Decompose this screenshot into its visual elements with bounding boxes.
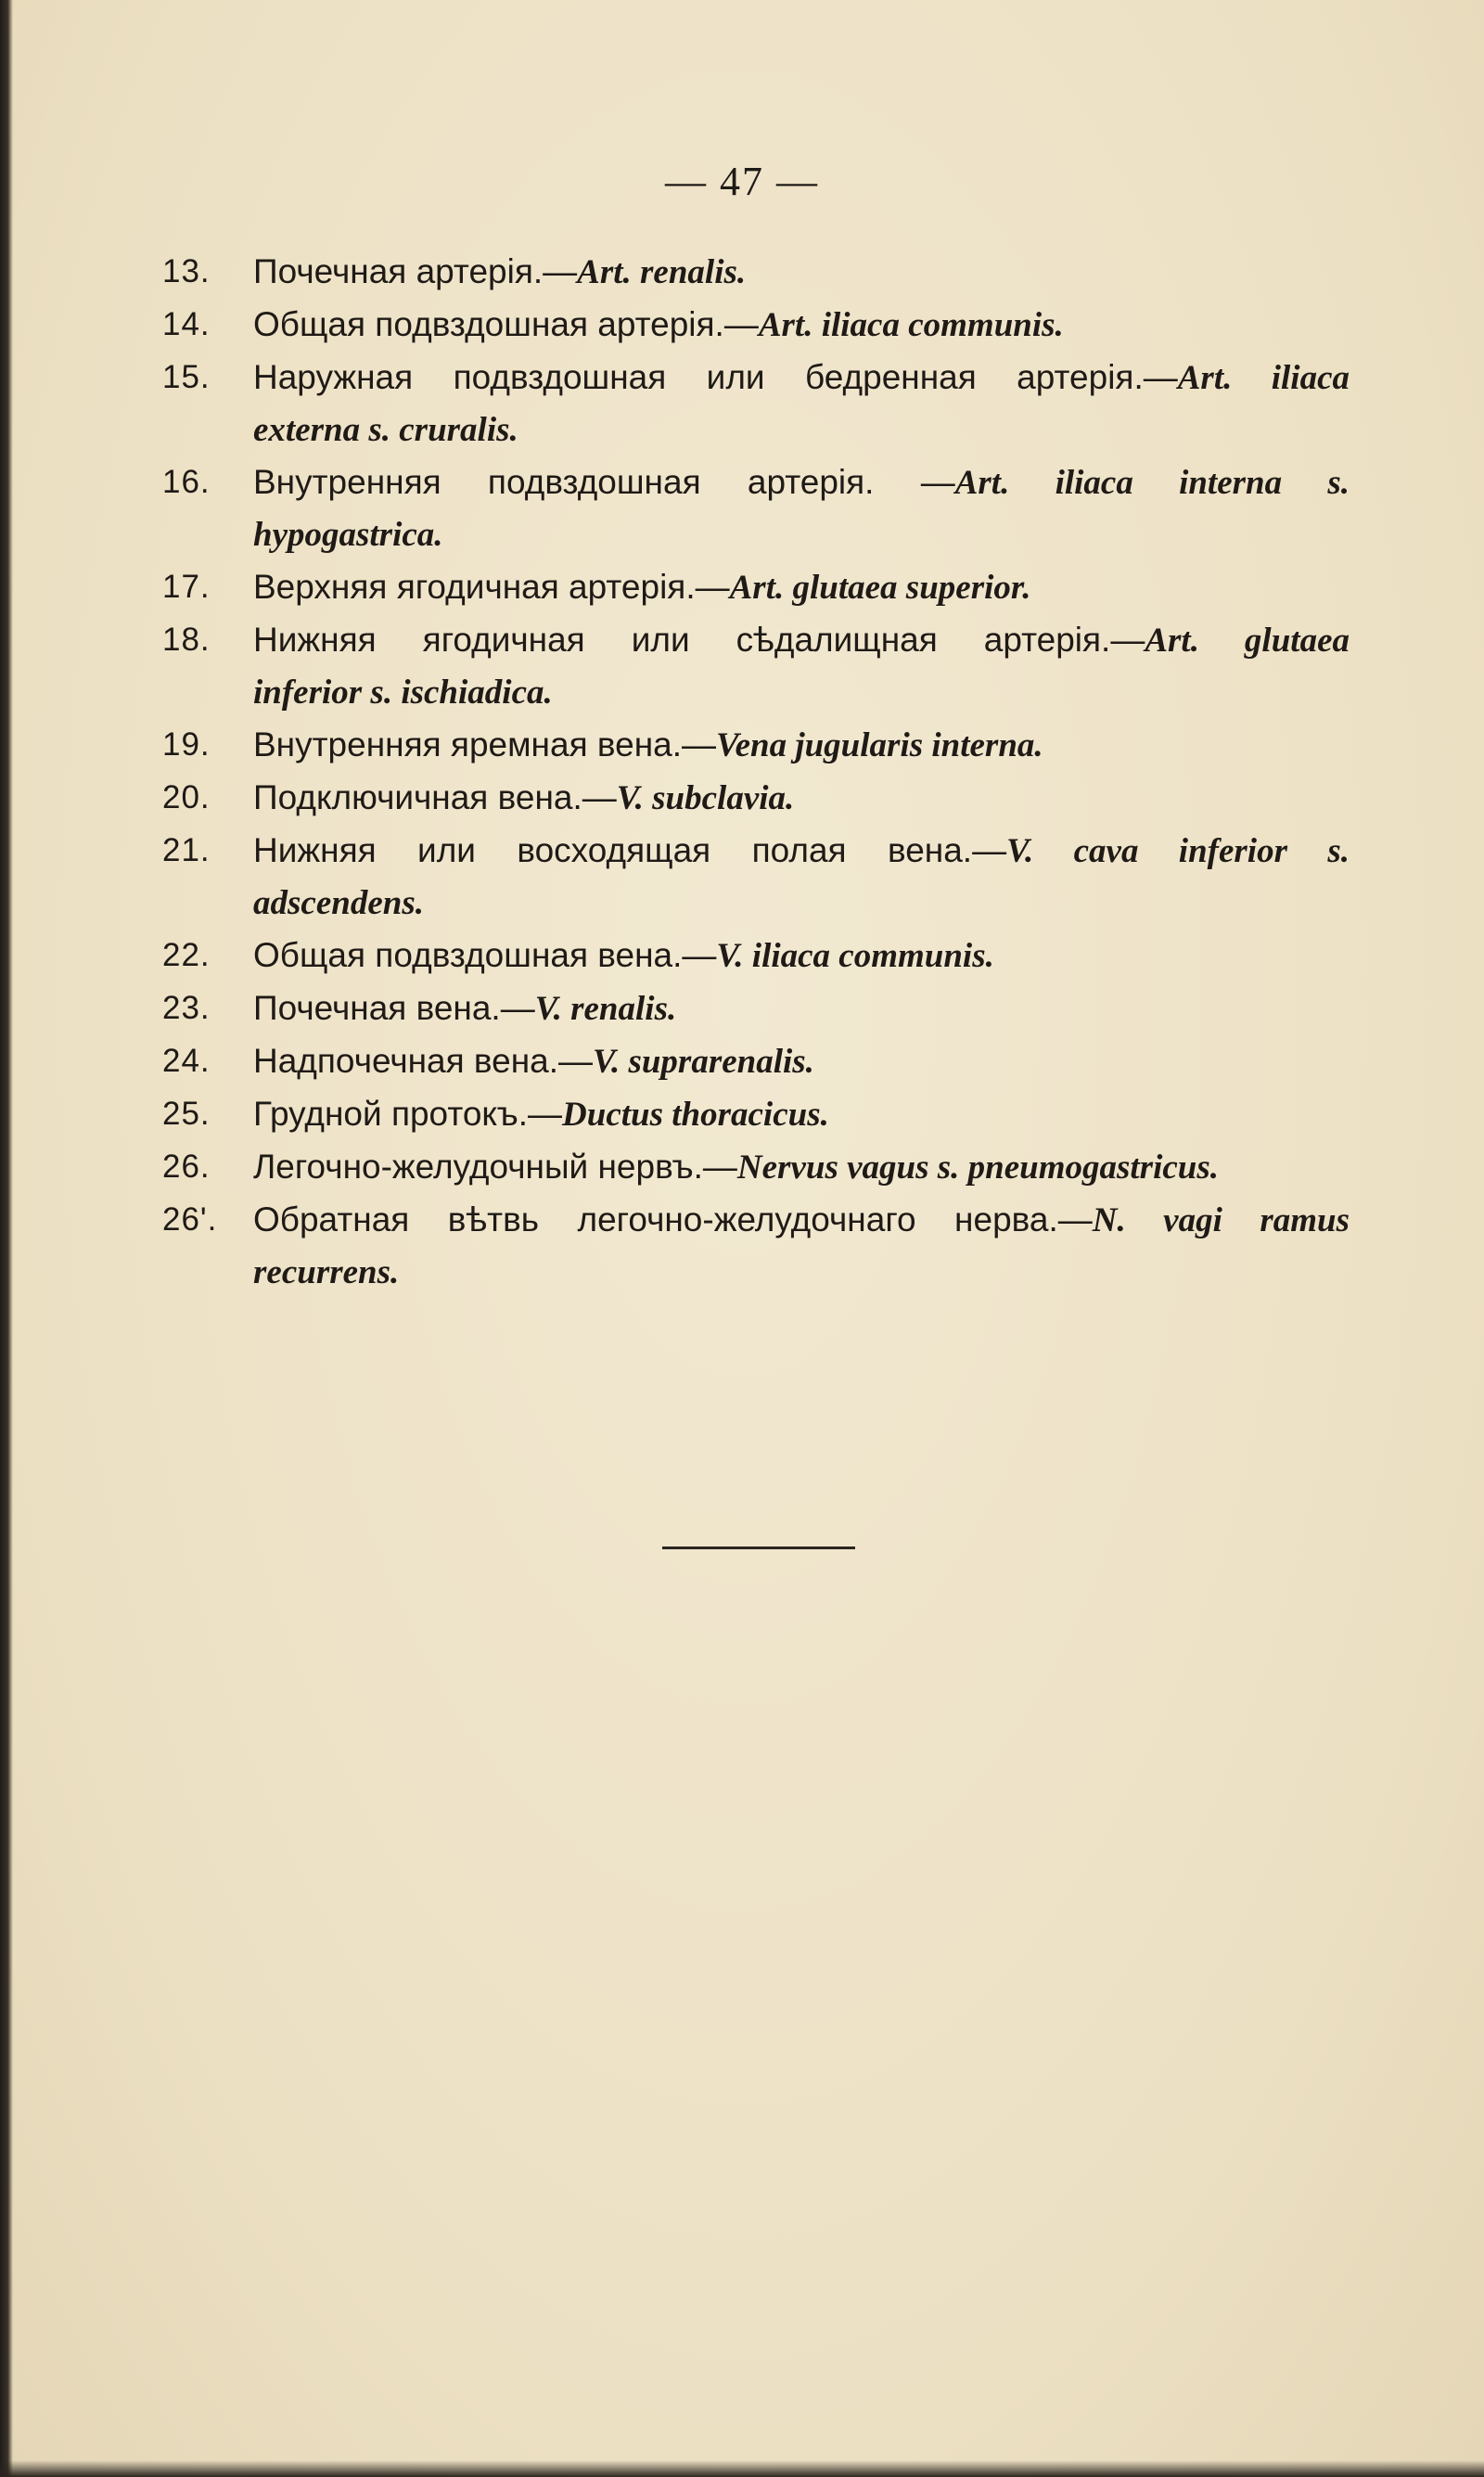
entry-line: [253, 1194, 1350, 1247]
entry-number: 15.: [162, 359, 211, 395]
entry-line: [253, 246, 1350, 299]
russian-term: Почечная вена.—: [253, 989, 535, 1027]
latin-term: Art. glutaea superior.: [729, 569, 1031, 607]
russian-term: Почечная артерія.—: [253, 252, 578, 290]
russian-term: Обратная вѣтвь легочно-желудочнаго нерва.—: [253, 1200, 1093, 1238]
entry-line: [253, 299, 1350, 352]
latin-term-continuation: externa s. cruralis.: [253, 411, 518, 449]
russian-term: Наружная подвздошная или бедренная артерія.—: [253, 358, 1178, 396]
latin-term: Art. glutaea: [1145, 622, 1350, 660]
entry-number: 18.: [162, 622, 211, 658]
russian-term: Общая подвздошная артерія.—: [253, 305, 759, 343]
russian-term: Внутренняя подвздошная артерія. —: [253, 463, 955, 501]
entry-number: 22.: [162, 937, 211, 973]
legend-entry: [162, 1088, 1350, 1141]
legend-entry: [162, 352, 1350, 456]
legend-entry: [162, 772, 1350, 825]
entry-line: [253, 456, 1350, 509]
latin-term: Ductus thoracicus.: [562, 1096, 829, 1134]
entry-number: 24.: [162, 1043, 211, 1079]
latin-term-continuation: adscendens.: [253, 884, 424, 922]
entry-line: [253, 1141, 1350, 1194]
latin-term: N. vagi ramus: [1092, 1201, 1350, 1239]
entry-number: 17.: [162, 569, 211, 605]
entry-number: 19.: [162, 726, 211, 763]
entry-line: [253, 561, 1350, 614]
page-spine-shadow: [0, 0, 13, 2477]
russian-term: Грудной протокъ.—: [253, 1095, 563, 1133]
entry-line: [253, 1088, 1350, 1141]
latin-term: V. subclavia.: [616, 779, 795, 817]
latin-term-continuation: recurrens.: [253, 1253, 400, 1291]
legend-entry: [162, 1194, 1350, 1299]
end-rule: [662, 1547, 855, 1549]
legend-entry: [162, 614, 1350, 719]
legend-list: [162, 246, 1350, 1299]
latin-term: V. iliaca communis.: [716, 937, 994, 975]
legend-entry: [162, 1141, 1350, 1194]
legend-entry: [162, 299, 1350, 352]
legend-entry: [162, 1035, 1350, 1088]
russian-term: Надпочечная вена.—: [253, 1042, 594, 1080]
entry-line: [253, 930, 1350, 982]
legend-entry: [162, 246, 1350, 299]
page-number: — 47 —: [665, 159, 819, 204]
legend-entry: [162, 561, 1350, 614]
entry-number: 25.: [162, 1096, 211, 1132]
legend-entry: [162, 930, 1350, 982]
entry-number: 16.: [162, 464, 211, 500]
russian-term: Внутренняя яремная вена.—: [253, 725, 716, 764]
russian-term: Легочно-желудочный нервъ.—: [253, 1148, 737, 1186]
latin-term: Art. iliaca: [1177, 359, 1350, 397]
entry-line: [253, 719, 1350, 772]
entry-number: 23.: [162, 990, 211, 1026]
entry-line: [253, 352, 1350, 404]
entry-line: [253, 772, 1350, 825]
russian-term: Подключичная вена.—: [253, 778, 617, 816]
entry-line: [253, 825, 1350, 878]
latin-term: Art. renalis.: [577, 253, 747, 291]
entry-line: [253, 1035, 1350, 1088]
latin-term: Art. iliaca communis.: [758, 306, 1064, 344]
entry-number: 21.: [162, 832, 211, 868]
latin-term: Nervus vagus s. pneumogastricus.: [736, 1149, 1220, 1187]
legend-entry: [162, 719, 1350, 772]
russian-term: Общая подвздошная вена.—: [253, 936, 717, 974]
legend-entry: [162, 982, 1350, 1035]
latin-term: V. suprarenalis.: [593, 1043, 814, 1081]
legend-entry: [162, 456, 1350, 561]
latin-term: Art. iliaca interna s.: [954, 464, 1350, 502]
russian-term: Нижняя ягодичная или сѣдалищная артерія.—: [253, 621, 1145, 659]
legend-entry: [162, 825, 1350, 930]
latin-term-continuation: inferior s. ischiadica.: [253, 674, 553, 712]
latin-term: V. renalis.: [534, 990, 677, 1028]
entry-number: 26'.: [162, 1201, 218, 1238]
entry-number: 13.: [162, 253, 211, 289]
latin-term-continuation: hypogastrica.: [253, 516, 443, 554]
entry-line: [253, 982, 1350, 1035]
entry-number: 26.: [162, 1149, 211, 1185]
russian-term: Нижняя или восходящая полая вена.—: [253, 831, 1007, 869]
latin-term: V. cava inferior s.: [1006, 832, 1350, 870]
russian-term: Верхняя ягодичная артерія.—: [253, 568, 730, 606]
entry-number: 14.: [162, 306, 211, 342]
latin-term: Vena jugularis interna.: [716, 726, 1043, 764]
entry-line: [253, 614, 1350, 667]
page-bottom-edge: [0, 2460, 1484, 2477]
entry-number: 20.: [162, 779, 211, 815]
